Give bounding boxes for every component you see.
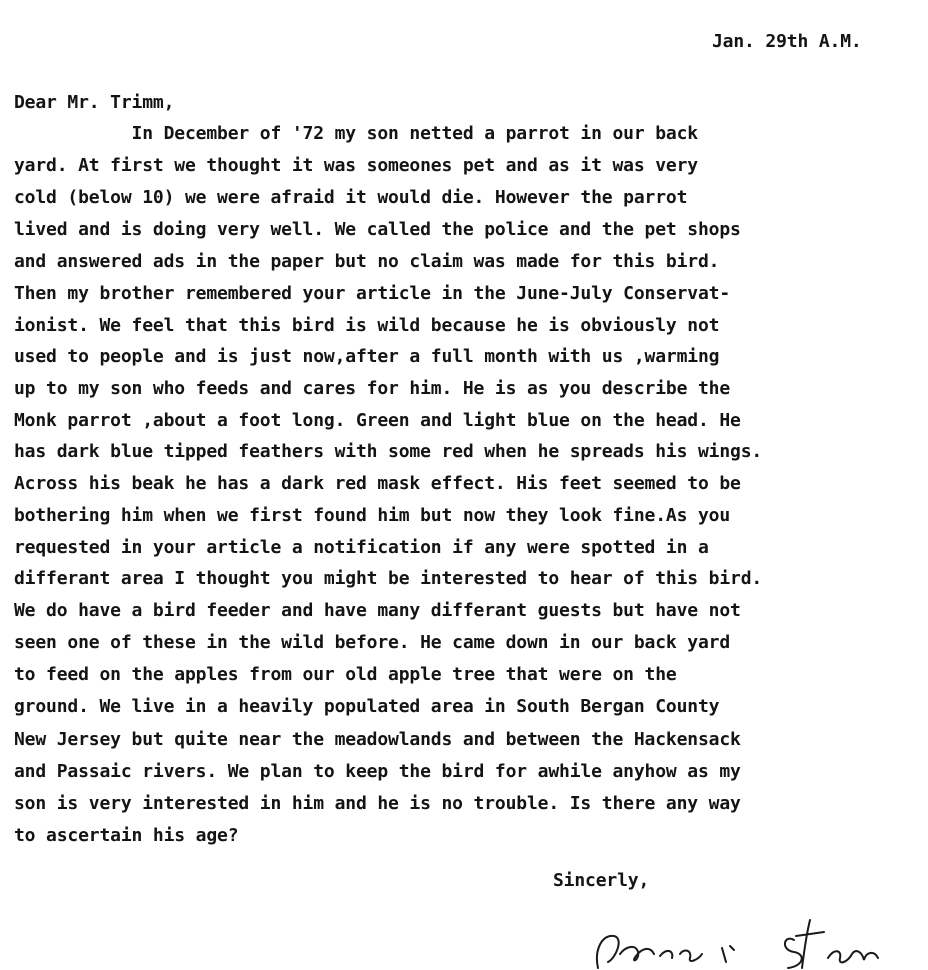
body-line: requested in your article a notification if any were spotted in a	[14, 537, 709, 558]
body-line: cold (below 10) we were afraid it would die. However the parrot	[14, 187, 688, 208]
letter-salutation: Dear Mr. Trimm,	[14, 92, 175, 113]
body-line: ionist. We feel that this bird is wild because he is obviously not	[14, 315, 720, 336]
body-line: to feed on the apples from our old apple tree that were on the	[14, 664, 677, 685]
letter-date: Jan. 29th A.M.	[712, 31, 862, 52]
handwritten-signature	[580, 910, 900, 970]
body-line: Across his beak he has a dark red mask effect. His feet seemed to be	[14, 473, 741, 494]
body-line: In December of '72 my son netted a parrot in our back	[14, 123, 698, 144]
body-line: Then my brother remembered your article in the June-July Conservat-	[14, 283, 731, 304]
letter-closing: Sincerly,	[553, 870, 650, 891]
body-line: lived and is doing very well. We called the police and the pet shops	[14, 219, 741, 240]
body-line: to ascertain his age?	[14, 825, 239, 846]
body-line: We do have a bird feeder and have many differant guests but have not	[14, 600, 741, 621]
body-line: used to people and is just now,after a full month with us ,warming	[14, 346, 720, 367]
body-line: Monk parrot ,about a foot long. Green and light blue on the head. He	[14, 410, 741, 431]
body-line: ground. We live in a heavily populated area in South Bergan County	[14, 696, 720, 717]
body-line: and Passaic rivers. We plan to keep the bird for awhile anyhow as my	[14, 761, 741, 782]
body-line: yard. At first we thought it was someones pet and as it was very	[14, 155, 698, 176]
body-line: bothering him when we first found him but now they look fine.As you	[14, 505, 731, 526]
body-line: up to my son who feeds and cares for him. He is as you describe the	[14, 378, 731, 399]
body-line: seen one of these in the wild before. He came down in our back yard	[14, 632, 731, 653]
body-line: differant area I thought you might be interested to hear of this bird.	[14, 568, 763, 589]
body-line: New Jersey but quite near the meadowlands and between the Hackensack	[14, 729, 741, 750]
body-line: and answered ads in the paper but no claim was made for this bird.	[14, 251, 720, 272]
body-line: son is very interested in him and he is no trouble. Is there any way	[14, 793, 741, 814]
body-line: has dark blue tipped feathers with some red when he spreads his wings.	[14, 441, 763, 462]
